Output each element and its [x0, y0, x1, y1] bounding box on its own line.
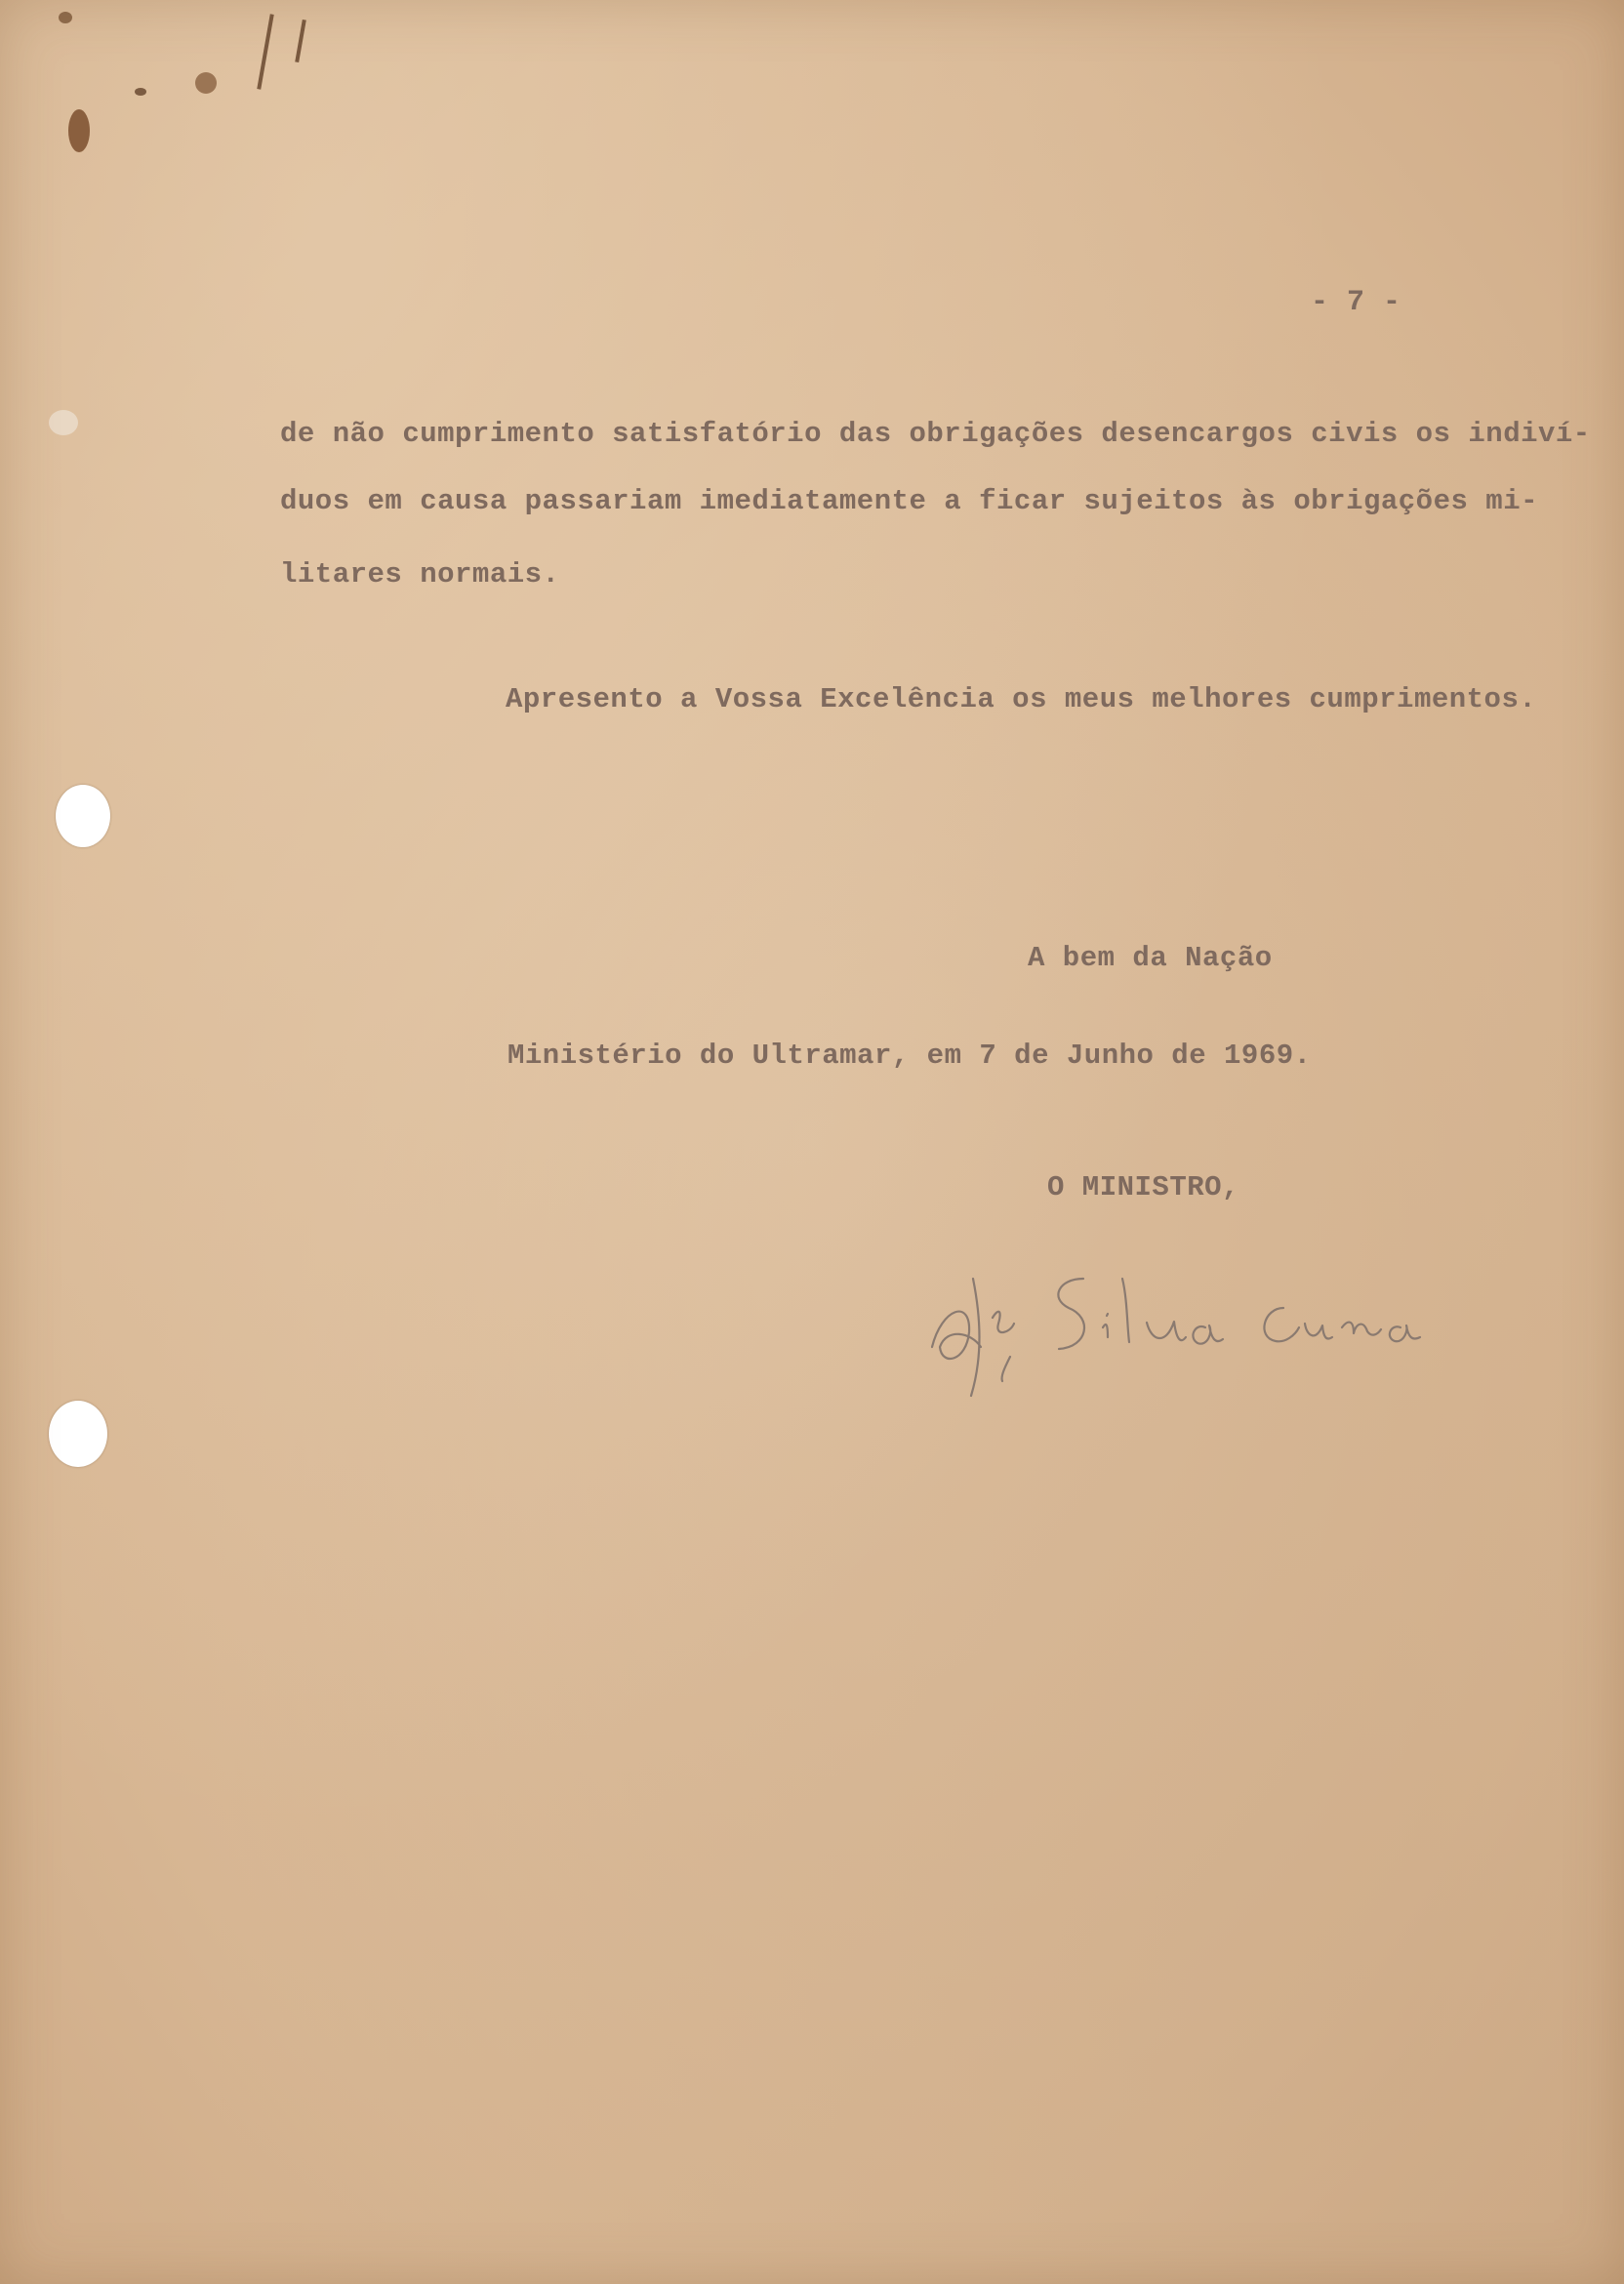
- punch-hole: [49, 1401, 107, 1467]
- page-number: - 7 -: [1311, 286, 1401, 319]
- closing-salutation: Apresento a Vossa Excelência os meus melhores cumprimentos.: [506, 683, 1537, 715]
- ink-stain: [68, 109, 90, 152]
- body-line: litares normais.: [280, 558, 560, 591]
- pen-mark: [295, 20, 306, 62]
- body-line: duos em causa passariam imediatamente a ficar sujeitos às obrigações mi-: [280, 485, 1539, 517]
- handwritten-signature: [913, 1240, 1459, 1415]
- paper-tear: [49, 410, 78, 435]
- punch-hole: [56, 785, 110, 847]
- signatory-title: O MINISTRO,: [1047, 1171, 1239, 1203]
- pen-mark: [257, 14, 273, 90]
- motto: A bem da Nação: [1028, 942, 1273, 974]
- ink-stain: [59, 12, 72, 23]
- ink-stain: [135, 88, 146, 96]
- body-line: de não cumprimento satisfatório das obrigações desencargos civis os indiví-: [280, 418, 1591, 450]
- place-and-date: Ministério do Ultramar, em 7 de Junho de 1969.: [508, 1040, 1312, 1072]
- ink-stain: [195, 72, 217, 94]
